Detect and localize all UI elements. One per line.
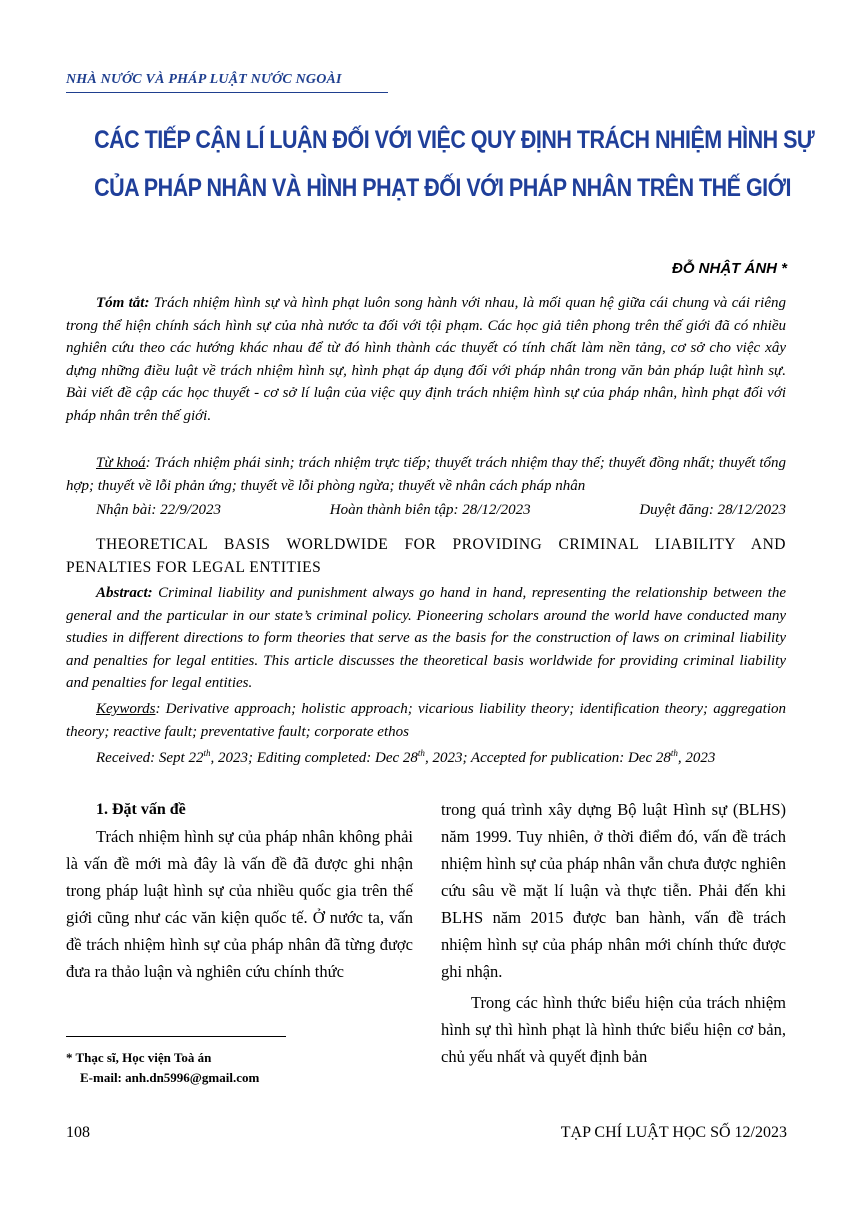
keywords-vi	[66, 452, 786, 497]
footnote-email: E-mail: anh.dn5996@gmail.com	[80, 1070, 260, 1085]
abstract-vi	[66, 292, 786, 427]
article-title-line-1: CÁC TIẾP CẬN LÍ LUẬN ĐỐI VỚI VIỆC QUY ĐỊNH TRÁCH NHIỆM HÌNH SỰ	[94, 126, 815, 154]
journal-name: TẠP CHÍ LUẬT HỌC SỐ 12/2023	[560, 1124, 787, 1141]
edited-date-vi: Hoàn thành biên tập: 28/12/2023	[329, 502, 531, 518]
footnote	[66, 1048, 259, 1088]
ordinal-suffix: th	[670, 748, 678, 758]
abstract-en-label: Abstract:	[96, 585, 153, 601]
body-column-left	[66, 796, 413, 985]
footnote-affiliation: * Thạc sĩ, Học viện Toà án	[66, 1050, 212, 1065]
author-name: ĐỖ NHẬT ÁNH *	[672, 260, 787, 277]
english-title: THEORETICAL BASIS WORLDWIDE FOR PROVIDING CRIMINAL LIABILITY AND PENALTIES FOR LEGAL ENTITIES	[66, 536, 786, 576]
abstract-en-text: Criminal liability and punishment always go hand in hand, representing the relationship between the general and the particular in our state’s criminal policy. Pioneering scholars around the world have conducted many studies in different directions to form theories that serve as the basis for the construction of laws on criminal liability and penalties for legal entities. This article discusses the theoretical basis worldwide for providing criminal liability and penalties for legal entities.	[66, 585, 786, 691]
keywords-vi-label: Từ khoá	[96, 455, 146, 471]
keywords-en-label: Keywords	[96, 701, 156, 717]
section-underline	[66, 92, 388, 93]
keywords-vi-text: : Trách nhiệm phái sinh; trách nhiệm trực tiếp; thuyết trách nhiệm thay thế; thuyết đồng nhất; thuyết tổng hợp; thuyết về lỗi phản ứng; thuyết về lỗi phòng ngừa; thuyết về nhân cách pháp nhân	[66, 455, 786, 494]
received-date-vi: Nhận bài: 22/9/2023	[96, 502, 222, 518]
article-title-line-2: CỦA PHÁP NHÂN VÀ HÌNH PHẠT ĐỐI VỚI PHÁP NHÂN TRÊN THẾ GIỚI	[94, 174, 791, 202]
ordinal-suffix: th	[203, 748, 211, 758]
body-paragraph: trong quá trình xây dựng Bộ luật Hình sự (BLHS) năm 1999. Tuy nhiên, ở thời điểm đó, vấn đề trách nhiệm hình sự của pháp nhân vẫn chưa được nghiên cứu sâu về mặt lí luận và thực tiễn. Phải đến khi BLHS năm 2015 được ban hành, vấn đề trách nhiệm hình sự của pháp nhân mới chính thức được ghi nhận.	[441, 800, 786, 981]
body-paragraph: Trách nhiệm hình sự của pháp nhân không phải là vấn đề mới mà đây là vấn đề đã được ghi nhận trong pháp luật hình sự của nhiều quốc gia trên thế giới cũng như các văn kiện quốc tế. Ở nước ta, vấn đề trách nhiệm hình sự của pháp nhân đã từng được đưa ra thảo luận và nghiên cứu chính thức	[66, 827, 413, 981]
section-heading: 1. Đặt vấn đề	[96, 801, 186, 818]
abstract-vi-label: Tóm tắt:	[96, 295, 150, 311]
keywords-en-text: : Derivative approach; holistic approach; vicarious liability theory; identification theory; aggregation theory; reactive fault; preventative fault; corporate ethos	[66, 701, 786, 740]
year-en: , 2023	[677, 750, 716, 766]
body-paragraph: Trong các hình thức biểu hiện của trách nhiệm hình sự thì hình phạt là hình thức biểu hiện cơ bản, chủ yếu nhất và quyết định bản	[441, 993, 786, 1066]
edited-date-en: , 2023; Editing completed: Dec 28	[210, 750, 418, 766]
abstract-en	[66, 582, 786, 695]
body-column-right	[441, 796, 786, 1070]
accepted-date-en: , 2023; Accepted for publication: Dec 28	[424, 750, 671, 766]
section-label: NHÀ NƯỚC VÀ PHÁP LUẬT NƯỚC NGOÀI	[66, 72, 342, 87]
received-date-en: Received: Sept 22	[96, 750, 204, 766]
dates-vi	[96, 502, 786, 519]
keywords-en	[66, 698, 786, 743]
page-number: 108	[66, 1124, 90, 1141]
dates-en	[96, 748, 786, 767]
accepted-date-vi: Duyệt đăng: 28/12/2023	[639, 502, 786, 518]
ordinal-suffix: th	[417, 748, 425, 758]
footnote-divider	[66, 1036, 286, 1037]
abstract-vi-text: Trách nhiệm hình sự và hình phạt luôn song hành với nhau, là mối quan hệ giữa cái chung và cái riêng trong thể hiện chính sách hình sự của nhà nước ta đối với tội phạm. Các học giả tiên phong trên thế giới đã có nhiều nghiên cứu theo các hướng khác nhau để từ đó hình thành các thuyết có tính chất làm nền tảng, cơ sở cho việc xây dựng những điều luật về trách nhiệm hình sự, hình phạt áp dụng đối với pháp nhân trong văn bản pháp luật hình sự. Bài viết đề cập các học thuyết - cơ sở lí luận của việc quy định trách nhiệm hình sự của pháp nhân, hình phạt đối với pháp nhân trên thế giới.	[66, 295, 786, 424]
